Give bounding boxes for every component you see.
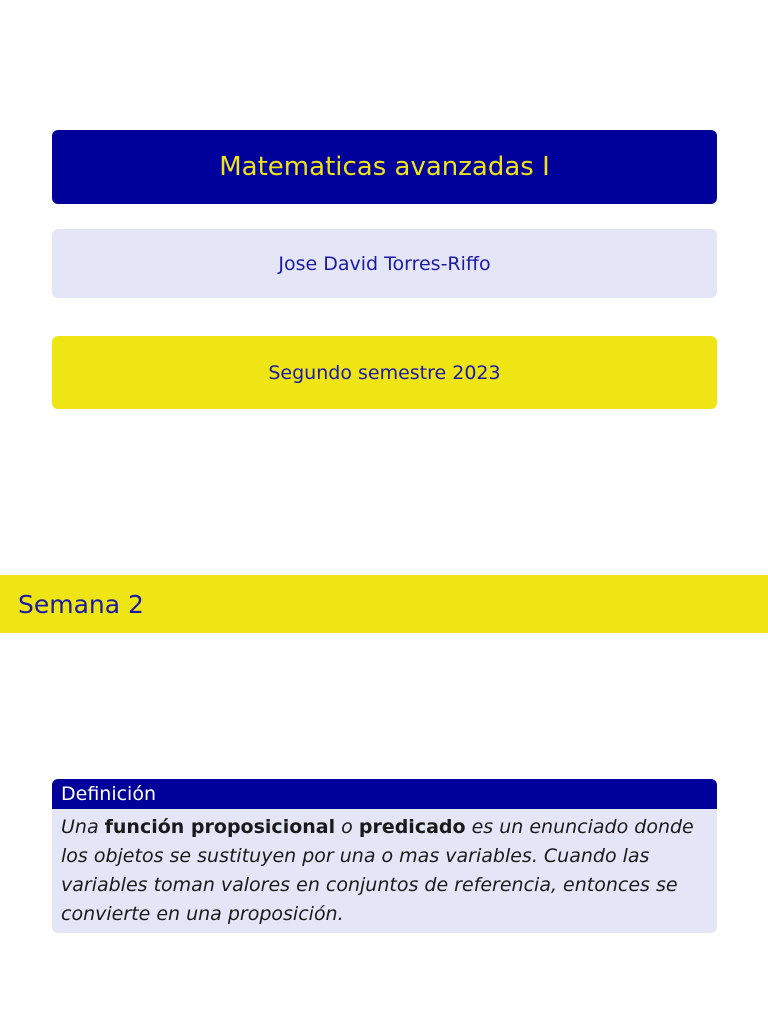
- definition-header: [52, 779, 717, 809]
- definition-text-part-2: o: [335, 816, 359, 838]
- definition-text-part-3: es un enunciado donde los objetos se sustituyen por una o mas variables. Cuando las variables toman valores en conjuntos de referencia, entonces se convierte en una proposición.: [61, 816, 694, 925]
- date-box: [52, 336, 717, 409]
- definition-term-propositional-function: función proposicional: [104, 816, 336, 838]
- presentation-title: Matematicas avanzadas I: [219, 152, 550, 182]
- definition-block: [52, 779, 717, 933]
- section-header-band: [0, 575, 768, 633]
- presentation-title-box: [52, 130, 717, 204]
- semester-date: Segundo semestre 2023: [268, 361, 501, 384]
- definition-term-predicate: predicado: [358, 816, 466, 838]
- author-name: Jose David Torres-Riffo: [278, 252, 491, 275]
- author-box: [52, 229, 717, 298]
- definition-body: [52, 809, 717, 929]
- definition-text-part-1: Una: [61, 816, 105, 838]
- section-title: Semana 2: [18, 589, 144, 619]
- definition-header-label: Definición: [61, 783, 156, 805]
